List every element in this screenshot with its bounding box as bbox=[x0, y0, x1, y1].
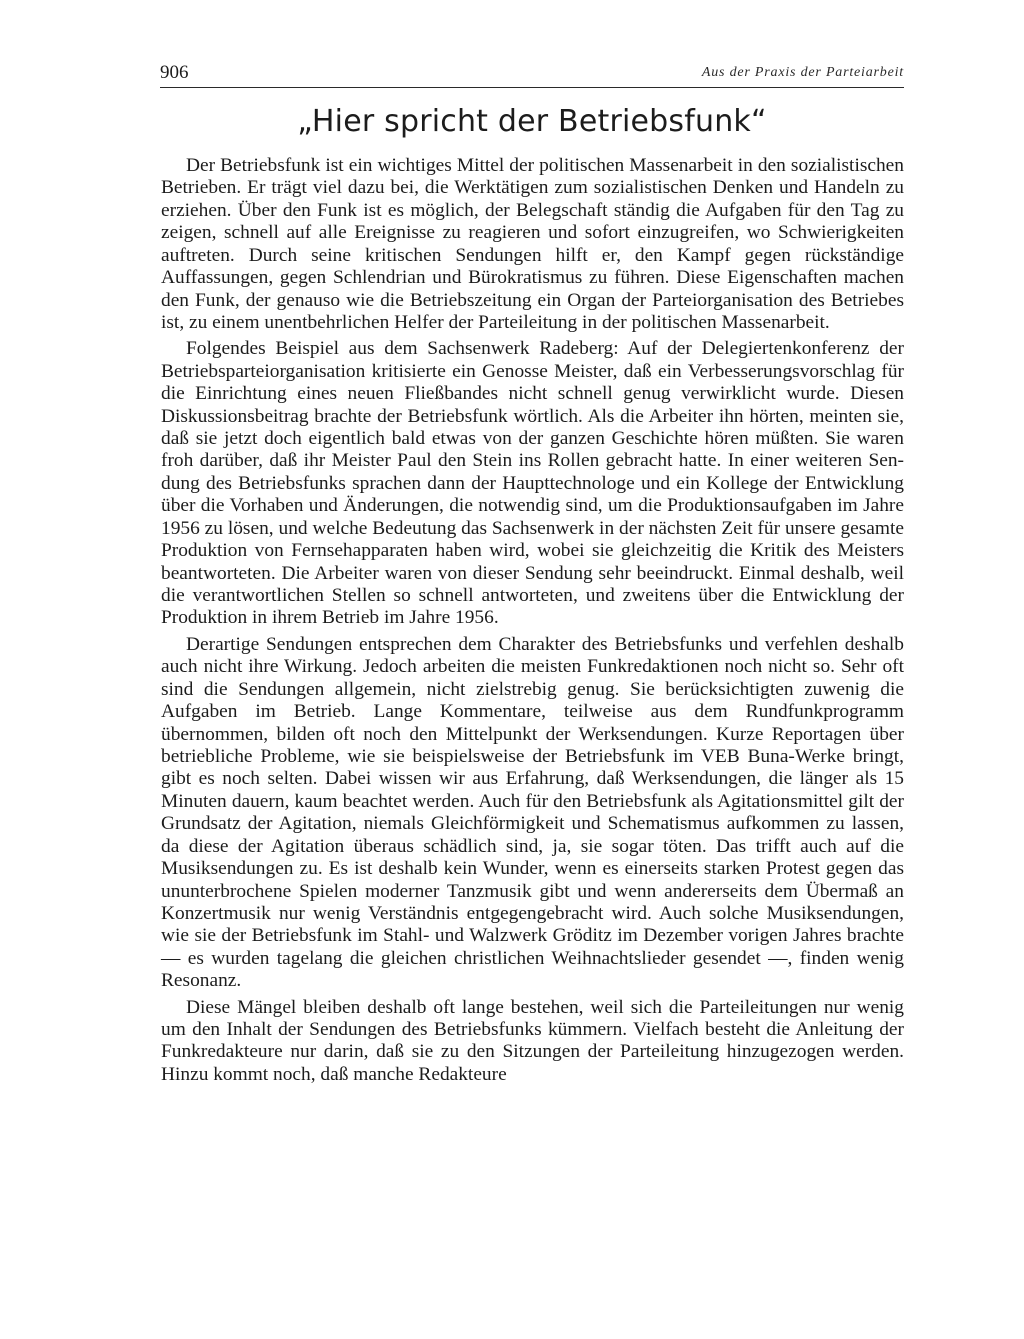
header-rule bbox=[160, 87, 904, 88]
paragraph: Der Betriebsfunk ist ein wichtiges Mittel der politischen Massenarbeit in den sozialistischen Betrieben. Er trägt viel dazu bei, die Werktätigen zum sozialistischen Denken und Handeln zu erziehen. Über den Funk ist es möglich, der Belegschaft ständig die Aufgaben für den Tag zu zeigen, schnell auf alle Ereignisse zu reagieren und sofort einzugreifen, wo Schwierigkeiten auftreten. Durch seine kritischen Sendungen hilft er, den Kampf gegen rückständige Auffassungen, gegen Schlendrian und Bürokratismus zu führen. Diese Eigenschaften machen den Funk, der genauso wie die Betriebszeitung ein Organ der Parteiorganisation des Betriebes ist, zu einem unentbehrlichen Helfer der Parteileitung in der politischen Massenarbeit. bbox=[161, 155, 904, 333]
article-body bbox=[161, 155, 904, 1086]
paragraph: Diese Mängel bleiben deshalb oft lange bestehen, weil sich die Parteileitungen nur wenig um den Inhalt der Sendungen des Betriebsfunks kümmern. Vielfach besteht die Anleitung der Funkredakteure nur darin, daß sie zu den Sitzungen der Parteileitung hinzugezogen werden. Hinzu kommt noch, daß manche Redakteure bbox=[161, 996, 904, 1085]
page-number: 906 bbox=[160, 62, 189, 83]
paragraph: Derartige Sendungen entsprechen dem Charakter des Betriebsfunks und verfehlen deshalb auch nicht ihre Wirkung. Jedoch arbeiten die meisten Funkredaktionen noch nicht so. Sehr oft sind die Sendungen allgemein, nicht zielstrebig genug. Sie berücksichtigten zuwenig die Aufgaben im Betrieb. Lange Kommentare, teilweise aus dem Rundfunkprogramm übernommen, bilden oft noch den Mittelpunkt der Werksendungen. Kurze Reportagen über betriebliche Probleme, wie sie beispielsweise der Betriebsfunk im VEB Buna-Werke bringt, gibt es noch selten. Dabei wissen wir aus Erfahrung, daß Werksendungen, die länger als 15 Minuten dauern, kaum beachtet werden. Auch für den Betriebsfunk als Agitationsmittel gilt der Grundsatz der Agitation, niemals Gleichförmigkeit und Schematismus aufkommen zu lassen, da diese der Agitation überaus schädlich sind, ja, sie sogar töten. Das trifft auch auf die Musiksendungen zu. Es ist deshalb kein Wunder, wenn es einerseits starken Protest gegen das ununterbrochene Spielen moderner Tanzmusik gibt und wenn andererseits dem Übermaß an Konzertmusik nur wenig Verständnis entgegengebracht wird. Auch solche Musiksendungen, wie sie der Betriebsfunk im Stahl- und Walzwerk Gröditz im Dezember vorigen Jahres brachte — es wurden tagelang die gleichen christlichen Weihnachtslieder gesendet —, finden wenig Resonanz. bbox=[161, 633, 904, 992]
article-title: „Hier spricht der Betriebsfunk“ bbox=[297, 104, 767, 139]
running-head: Aus der Praxis der Parteiarbeit bbox=[701, 65, 904, 80]
paragraph: Folgendes Beispiel aus dem Sachsenwerk Radeberg: Auf der Delegiertenkonferenz der Betriebsparteiorganisation kritisierte ein Genosse Meister, daß ein Verbesserungsvorschlag für die Einrichtung eines neuen Fließbandes nicht schnell genug verwirklicht wurde. Diesen Diskussionsbeitrag brachte der Betriebsfunk wörtlich. Als die Arbeiter ihn hörten, meinten sie, daß sie jetzt doch eigentlich bald etwas von der ganzen Geschichte hören müßten. Sie waren froh darüber, daß ihr Meister Paul den Stein ins Rollen gebracht hatte. In einer weiteren Sendung des Betriebsfunks sprachen dann der Haupttechnologe und ein Kollege der Entwicklung über die Vorhaben und Änderungen, die notwendig sind, um die Produktionsaufgaben im Jahre 1956 zu lösen, und welche Bedeutung das Sachsenwerk in der nächsten Zeit für unsere gesamte Produktion von Fernsehapparaten haben wird, wobei sie gleichzeitig die Kritik des Meisters beantworteten. Die Arbeiter waren von dieser Sendung sehr beeindruckt. Einmal deshalb, weil die verantwortlichen Stellen so schnell antworteten, und zweitens über die Entwicklung der Produktion in ihrem Betrieb im Jahre 1956. bbox=[161, 338, 904, 629]
page-header bbox=[160, 62, 904, 86]
